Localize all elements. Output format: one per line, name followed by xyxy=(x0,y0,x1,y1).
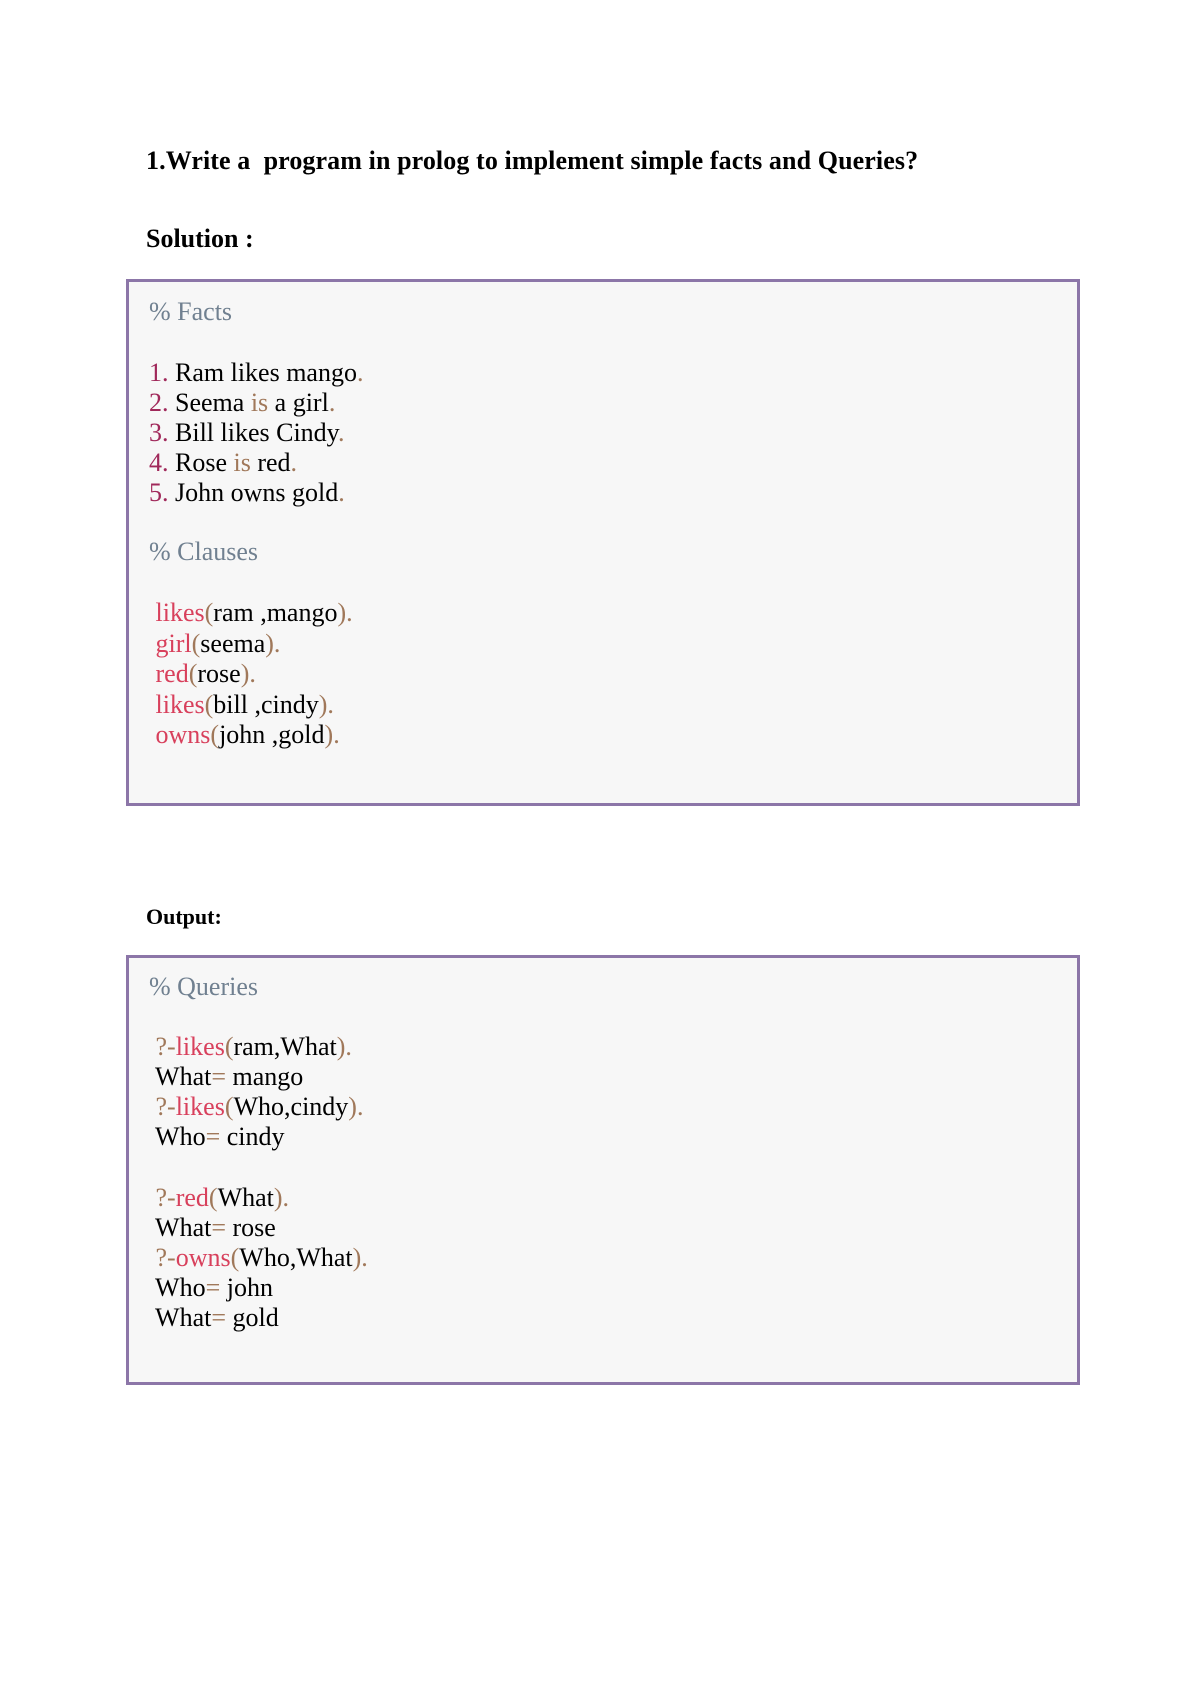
query-line xyxy=(149,1122,285,1152)
code-token: cindy xyxy=(220,1122,285,1152)
output-code-box xyxy=(126,955,1080,1385)
code-token: ?- xyxy=(149,1242,176,1272)
code-token: ?- xyxy=(149,1092,176,1122)
code-token: What xyxy=(217,1182,274,1212)
solution-code-box xyxy=(126,279,1080,806)
output-label: Output: xyxy=(146,904,222,929)
code-token: = xyxy=(211,1212,227,1242)
code-token: ?- xyxy=(149,1182,176,1212)
clause-line xyxy=(149,690,334,720)
clause-line xyxy=(149,720,340,750)
fact-number: 2. xyxy=(149,388,169,417)
code-token: = xyxy=(211,1062,227,1092)
fact-line xyxy=(149,418,345,448)
code-token: Who xyxy=(149,1122,206,1152)
code-token: ). xyxy=(318,689,334,719)
code-token: ). xyxy=(324,720,340,749)
code-token: is xyxy=(250,388,269,417)
code-token: Rose xyxy=(168,448,234,477)
code-token: rose xyxy=(197,659,241,688)
clause-line xyxy=(149,598,353,628)
code-token: ). xyxy=(337,598,353,627)
code-token: seema xyxy=(200,628,266,658)
query-line xyxy=(149,1092,363,1122)
code-token: John owns gold xyxy=(168,478,339,507)
code-token: red xyxy=(149,659,189,688)
query-line xyxy=(149,1303,279,1333)
code-token: Who,What xyxy=(239,1242,353,1272)
code-token: ram,What xyxy=(233,1032,337,1061)
code-token: Who xyxy=(149,1272,206,1302)
fact-number: 3. xyxy=(149,418,169,447)
code-token: red xyxy=(175,1182,209,1212)
code-token: = xyxy=(205,1122,221,1152)
code-token: . xyxy=(338,478,345,507)
code-token: ( xyxy=(191,628,201,658)
code-token: ). xyxy=(348,1092,364,1122)
code-token: red xyxy=(250,448,291,477)
query-line xyxy=(149,1273,273,1303)
code-token: . xyxy=(356,358,364,387)
code-token: owns xyxy=(175,1242,231,1272)
code-token: = xyxy=(211,1302,227,1332)
clause-line xyxy=(149,629,280,659)
queries-comment: % Queries xyxy=(149,972,259,1001)
code-token: ). xyxy=(265,628,281,658)
code-token: What xyxy=(149,1212,212,1242)
code-token: ram ,mango xyxy=(213,598,338,627)
code-token: ( xyxy=(210,720,220,749)
code-token: likes xyxy=(175,1032,225,1061)
fact-number: 1. xyxy=(149,358,169,387)
query-line xyxy=(149,1062,303,1092)
code-token: ( xyxy=(204,689,214,719)
code-token: ( xyxy=(204,598,214,627)
code-token: girl xyxy=(149,628,192,658)
code-token: likes xyxy=(149,689,205,719)
solution-label: Solution : xyxy=(146,224,254,253)
query-line xyxy=(149,1243,368,1273)
code-token: ). xyxy=(240,659,256,688)
code-token: owns xyxy=(149,720,211,749)
query-line xyxy=(149,1032,352,1062)
code-token: = xyxy=(205,1272,221,1302)
clause-line xyxy=(149,659,256,689)
code-token: john ,gold xyxy=(219,720,325,749)
code-token: ). xyxy=(273,1182,290,1212)
code-token: ?- xyxy=(149,1032,176,1061)
code-token: Seema xyxy=(168,388,251,417)
code-token: likes xyxy=(175,1092,225,1122)
code-token: Bill likes Cindy xyxy=(168,418,338,447)
code-token: ). xyxy=(336,1032,352,1061)
code-token: Who,cindy xyxy=(233,1092,349,1122)
code-token: ( xyxy=(208,1182,218,1212)
fact-line xyxy=(149,478,345,508)
code-token: bill ,cindy xyxy=(213,689,319,719)
query-line xyxy=(149,1183,289,1213)
code-token: rose xyxy=(226,1212,276,1242)
code-token: is xyxy=(233,448,251,477)
question-heading: 1.Write a program in prolog to implement simple facts and Queries? xyxy=(146,146,919,175)
code-token: ( xyxy=(230,1242,240,1272)
code-token: . xyxy=(328,388,336,417)
fact-line xyxy=(149,388,335,418)
code-token: ( xyxy=(224,1032,234,1061)
code-token: ( xyxy=(188,659,198,688)
code-token: likes xyxy=(149,598,205,627)
code-token: mango xyxy=(226,1062,304,1092)
code-token: What xyxy=(149,1302,212,1332)
code-token: a girl xyxy=(268,388,329,417)
code-token: ( xyxy=(224,1092,234,1122)
facts-comment: % Facts xyxy=(149,297,233,326)
fact-number: 5. xyxy=(149,478,169,507)
code-token: gold xyxy=(226,1302,279,1332)
code-token: What xyxy=(149,1062,212,1092)
code-token: ). xyxy=(352,1242,368,1272)
code-token: Ram likes mango xyxy=(168,358,357,387)
code-token: . xyxy=(338,418,345,447)
query-line xyxy=(149,1213,276,1243)
code-token: john xyxy=(220,1272,273,1302)
code-token: . xyxy=(290,448,298,477)
fact-line xyxy=(149,448,297,478)
clauses-comment: % Clauses xyxy=(149,537,259,566)
fact-line xyxy=(149,358,363,388)
fact-number: 4. xyxy=(149,448,169,477)
